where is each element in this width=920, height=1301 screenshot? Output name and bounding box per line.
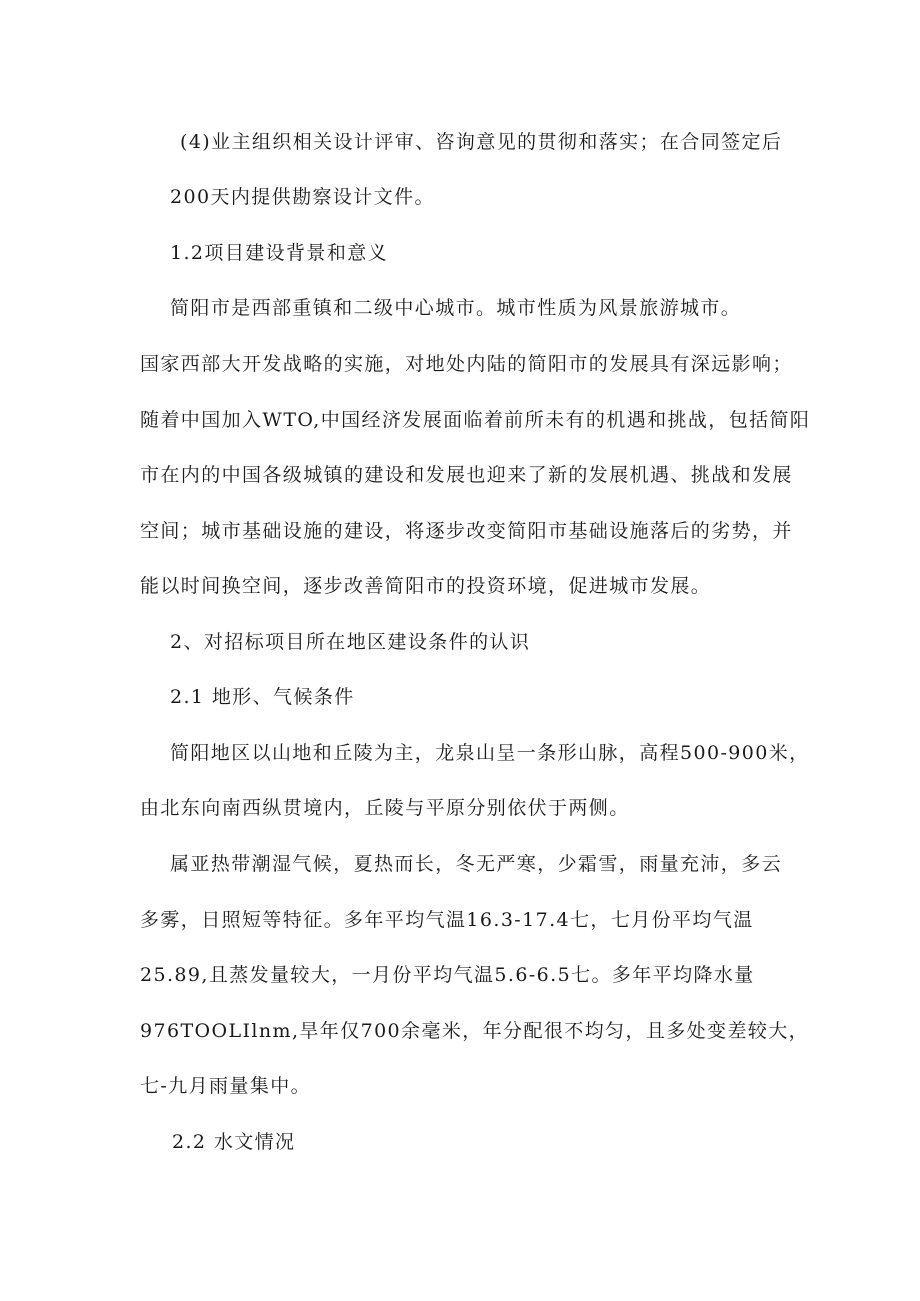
paragraph-line: 976TOOLIlnm,旱年仅700余毫米，年分配很不均匀，且多处变差较大， <box>140 1020 810 1042</box>
section-heading: 2.1 地形、气候条件 <box>170 686 355 708</box>
paragraph-line: 空间；城市基础设施的建设，将逐步改变简阳市基础设施落后的劣势，并 <box>140 520 793 542</box>
paragraph-line: 属亚热带潮湿气候，夏热而长，冬无严寒，少霜雪，雨量充沛，多云 <box>170 853 783 875</box>
paragraph-line: 多雾，日照短等特征。多年平均气温16.3-17.4七，七月份平均气温 <box>140 909 754 931</box>
paragraph-line: 由北东向南西纵贯境内，丘陵与平原分别依伏于两侧。 <box>140 797 630 819</box>
section-heading: 2、对招标项目所在地区建设条件的认识 <box>170 631 531 653</box>
paragraph-line: 七-九月雨量集中。 <box>140 1075 312 1097</box>
section-heading: 2.2 水文情况 <box>172 1131 296 1153</box>
paragraph-line: (4)业主组织相关设计评审、咨询意见的贯彻和落实；在合同签定后 <box>180 131 783 153</box>
paragraph-line: 简阳地区以山地和丘陵为主，龙泉山呈一条形山脉，高程500-900米， <box>170 742 810 764</box>
paragraph-line: 能以时间换空间，逐步改善简阳市的投资环境，促进城市发展。 <box>140 575 712 597</box>
paragraph-line: 200天内提供勘察设计文件。 <box>170 186 435 208</box>
paragraph-line: 国家西部大开发战略的实施，对地处内陆的简阳市的发展具有深远影响； <box>140 353 793 375</box>
paragraph-line: 简阳市是西部重镇和二级中心城市。城市性质为风景旅游城市。 <box>170 297 742 319</box>
section-heading: 1.2项目建设背景和意义 <box>170 242 389 264</box>
paragraph-line: 25.89,且蒸发量较大，一月份平均气温5.6-6.5七。多年平均降水量 <box>140 964 755 986</box>
paragraph-line: 随着中国加入WTO,中国经济发展面临着前所未有的机遇和挑战，包括简阳 <box>140 409 811 431</box>
paragraph-line: 市在内的中国各级城镇的建设和发展也迎来了新的发展机遇、挑战和发展 <box>140 464 793 486</box>
